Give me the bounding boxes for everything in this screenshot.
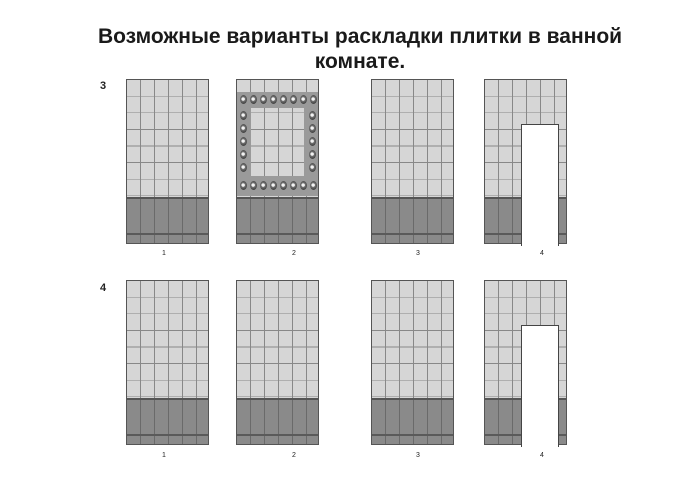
upper-tiles bbox=[127, 80, 208, 197]
wall-number: 4 bbox=[540, 250, 544, 257]
wall-row3-3 bbox=[371, 79, 454, 244]
upper-tiles bbox=[237, 281, 318, 398]
decor-tile-icon bbox=[300, 181, 307, 190]
row-label-3: 3 bbox=[100, 80, 107, 92]
wall-row4-4 bbox=[484, 280, 567, 445]
wall-row3-2 bbox=[236, 79, 319, 244]
decor-tile-icon bbox=[250, 181, 257, 190]
decor-tile-icon bbox=[280, 181, 287, 190]
upper-tiles bbox=[127, 281, 208, 398]
wall-number: 3 bbox=[416, 250, 420, 257]
door-opening bbox=[521, 124, 559, 246]
wall-row4-2 bbox=[236, 280, 319, 445]
decor-tile-icon bbox=[309, 124, 316, 133]
decor-tile-icon bbox=[240, 163, 247, 172]
wall-row3-4 bbox=[484, 79, 567, 244]
lower-tiles bbox=[237, 398, 318, 444]
page-title: Возможные варианты раскладки плитки в ванной комнате. bbox=[97, 25, 623, 73]
wall-row3-1 bbox=[126, 79, 209, 244]
decor-tile-icon bbox=[260, 95, 267, 104]
wall-number: 2 bbox=[292, 452, 296, 459]
decor-tile-icon bbox=[309, 111, 316, 120]
wall-number: 2 bbox=[292, 250, 296, 257]
decor-tile-icon bbox=[240, 111, 247, 120]
decor-tile-icon bbox=[290, 181, 297, 190]
decor-tile-icon bbox=[260, 181, 267, 190]
decor-tile-icon bbox=[310, 95, 317, 104]
lower-tiles bbox=[127, 398, 208, 444]
decor-tile-icon bbox=[309, 150, 316, 159]
upper-tiles bbox=[372, 80, 453, 197]
row-label-4: 4 bbox=[100, 282, 107, 294]
decor-tile-icon bbox=[300, 95, 307, 104]
decor-tile-icon bbox=[270, 95, 277, 104]
decor-tile-icon bbox=[240, 95, 247, 104]
wall-row4-1 bbox=[126, 280, 209, 445]
decor-tile-icon bbox=[240, 137, 247, 146]
decor-tile-icon bbox=[270, 181, 277, 190]
lower-tiles bbox=[372, 398, 453, 444]
decor-tile-icon bbox=[309, 137, 316, 146]
wall-row4-3 bbox=[371, 280, 454, 445]
decor-tile-icon bbox=[309, 163, 316, 172]
lower-tiles bbox=[372, 197, 453, 243]
decor-tile-icon bbox=[240, 150, 247, 159]
decor-tile-icon bbox=[250, 95, 257, 104]
decor-tile-icon bbox=[240, 124, 247, 133]
door-opening bbox=[521, 325, 559, 447]
decor-tile-icon bbox=[310, 181, 317, 190]
upper-tiles bbox=[372, 281, 453, 398]
lower-tiles bbox=[237, 197, 318, 243]
wall-number: 4 bbox=[540, 452, 544, 459]
wall-number: 1 bbox=[162, 250, 166, 257]
wall-number: 1 bbox=[162, 452, 166, 459]
decor-tile-icon bbox=[280, 95, 287, 104]
wall-number: 3 bbox=[416, 452, 420, 459]
lower-tiles bbox=[127, 197, 208, 243]
decor-tile-icon bbox=[240, 181, 247, 190]
decor-tile-icon bbox=[290, 95, 297, 104]
